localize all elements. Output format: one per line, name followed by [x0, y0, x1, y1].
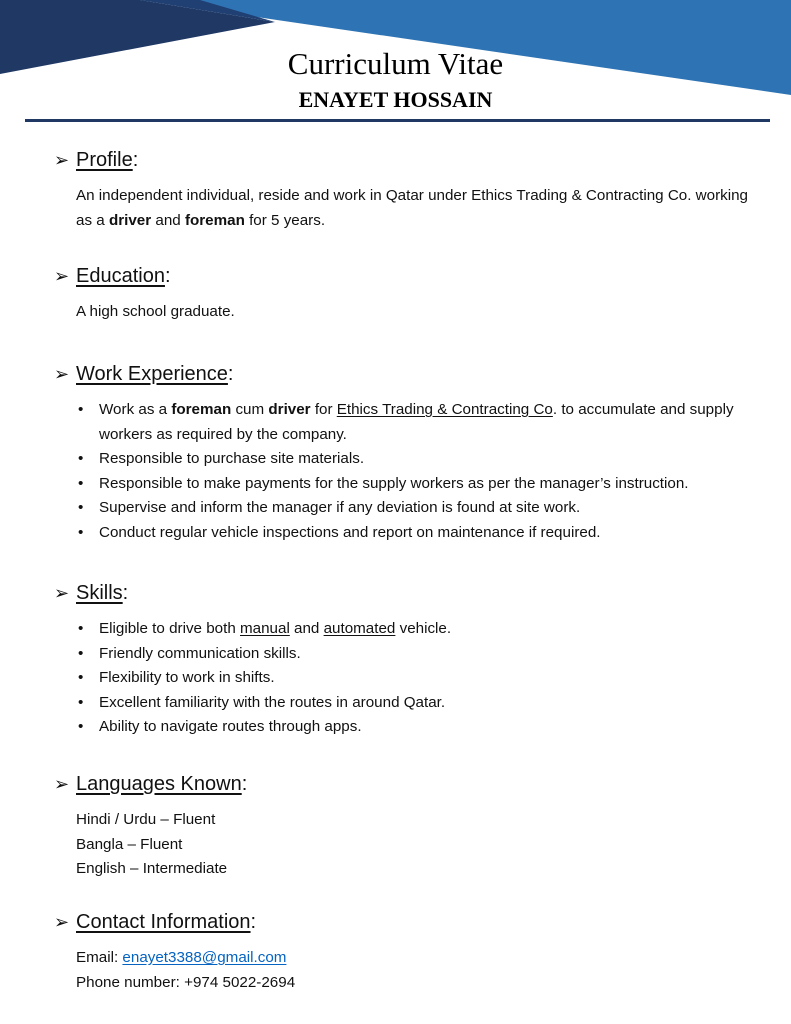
arrow-bullet-icon: ➢	[54, 364, 70, 384]
document-title: Curriculum Vitae	[287, 46, 504, 81]
phone-line: Phone number: +974 5022-2694	[76, 973, 296, 991]
work-experience-heading: ➢ Work Experience :	[54, 363, 234, 385]
list-item: • Excellent familiarity with the routes in around Qatar.	[76, 691, 764, 716]
bullet-dot-icon: •	[78, 669, 84, 686]
phone-number: +974 5022-2694	[184, 973, 296, 991]
profile-text: An independent individual, reside and work in Qatar under Ethics Trading & Contracting Co. working as a driver and foreman for 5 years.	[76, 187, 749, 229]
email-line: Email: enayet3388@gmail.com	[76, 949, 287, 966]
header-divider	[25, 119, 770, 122]
arrow-bullet-icon: ➢	[54, 266, 70, 286]
education-heading: ➢ Education :	[54, 265, 171, 287]
bullet-dot-icon: •	[78, 620, 84, 637]
contact-heading: ➢ Contact Information :	[54, 911, 257, 933]
list-item: • Flexibility to work in shifts.	[76, 666, 764, 691]
bullet-dot-icon: •	[78, 474, 84, 492]
bullet-dot-icon: •	[78, 450, 84, 467]
contact-section	[54, 910, 764, 995]
list-item: • Work as a foreman cum driver for Ethics Trading & Contracting Co. to accumulate and supply workers as required by the company.	[76, 398, 764, 447]
profile-section	[54, 148, 764, 233]
list-item: • Ability to navigate routes through apps.	[76, 715, 764, 740]
bullet-dot-icon: •	[78, 644, 84, 662]
skills-list	[76, 617, 764, 740]
bullet-dot-icon: •	[78, 523, 84, 541]
work-experience-section	[54, 362, 764, 545]
languages-list	[76, 808, 764, 882]
profile-heading: ➢ Profile :	[54, 149, 139, 171]
list-item: • Supervise and inform the manager if any deviation is found at site work.	[76, 496, 764, 521]
arrow-bullet-icon: ➢	[54, 583, 70, 603]
education-text: A high school graduate.	[76, 303, 235, 320]
bullet-dot-icon: •	[78, 401, 84, 418]
arrow-bullet-icon: ➢	[54, 774, 70, 794]
candidate-name: ENAYET HOSSAIN	[298, 87, 493, 112]
list-item: • Conduct regular vehicle inspections and report on maintenance if required.	[76, 521, 764, 546]
skills-heading: ➢ Skills :	[54, 582, 129, 604]
skills-section	[54, 581, 764, 740]
list-item: • Responsible to make payments for the supply workers as per the manager’s instruction.	[76, 472, 764, 497]
language-item: English – Intermediate	[76, 860, 228, 877]
bullet-dot-icon: •	[78, 693, 84, 711]
bullet-dot-icon: •	[78, 718, 84, 735]
bullet-dot-icon: •	[78, 499, 84, 516]
contact-details	[76, 946, 764, 995]
education-section	[54, 264, 764, 325]
language-item: Bangla – Fluent	[76, 835, 183, 853]
languages-heading: ➢ Languages Known :	[54, 773, 248, 795]
arrow-bullet-icon: ➢	[54, 150, 70, 170]
list-item: • Friendly communication skills.	[76, 642, 764, 667]
list-item: • Responsible to purchase site materials.	[76, 447, 764, 472]
arrow-bullet-icon: ➢	[54, 912, 70, 932]
list-item: • Eligible to drive both manual and automated vehicle.	[76, 617, 764, 642]
languages-section	[54, 772, 764, 882]
email-link[interactable]: enayet3388@gmail.com	[122, 949, 287, 966]
language-item: Hindi / Urdu – Fluent	[76, 811, 216, 828]
work-experience-list	[76, 398, 764, 545]
